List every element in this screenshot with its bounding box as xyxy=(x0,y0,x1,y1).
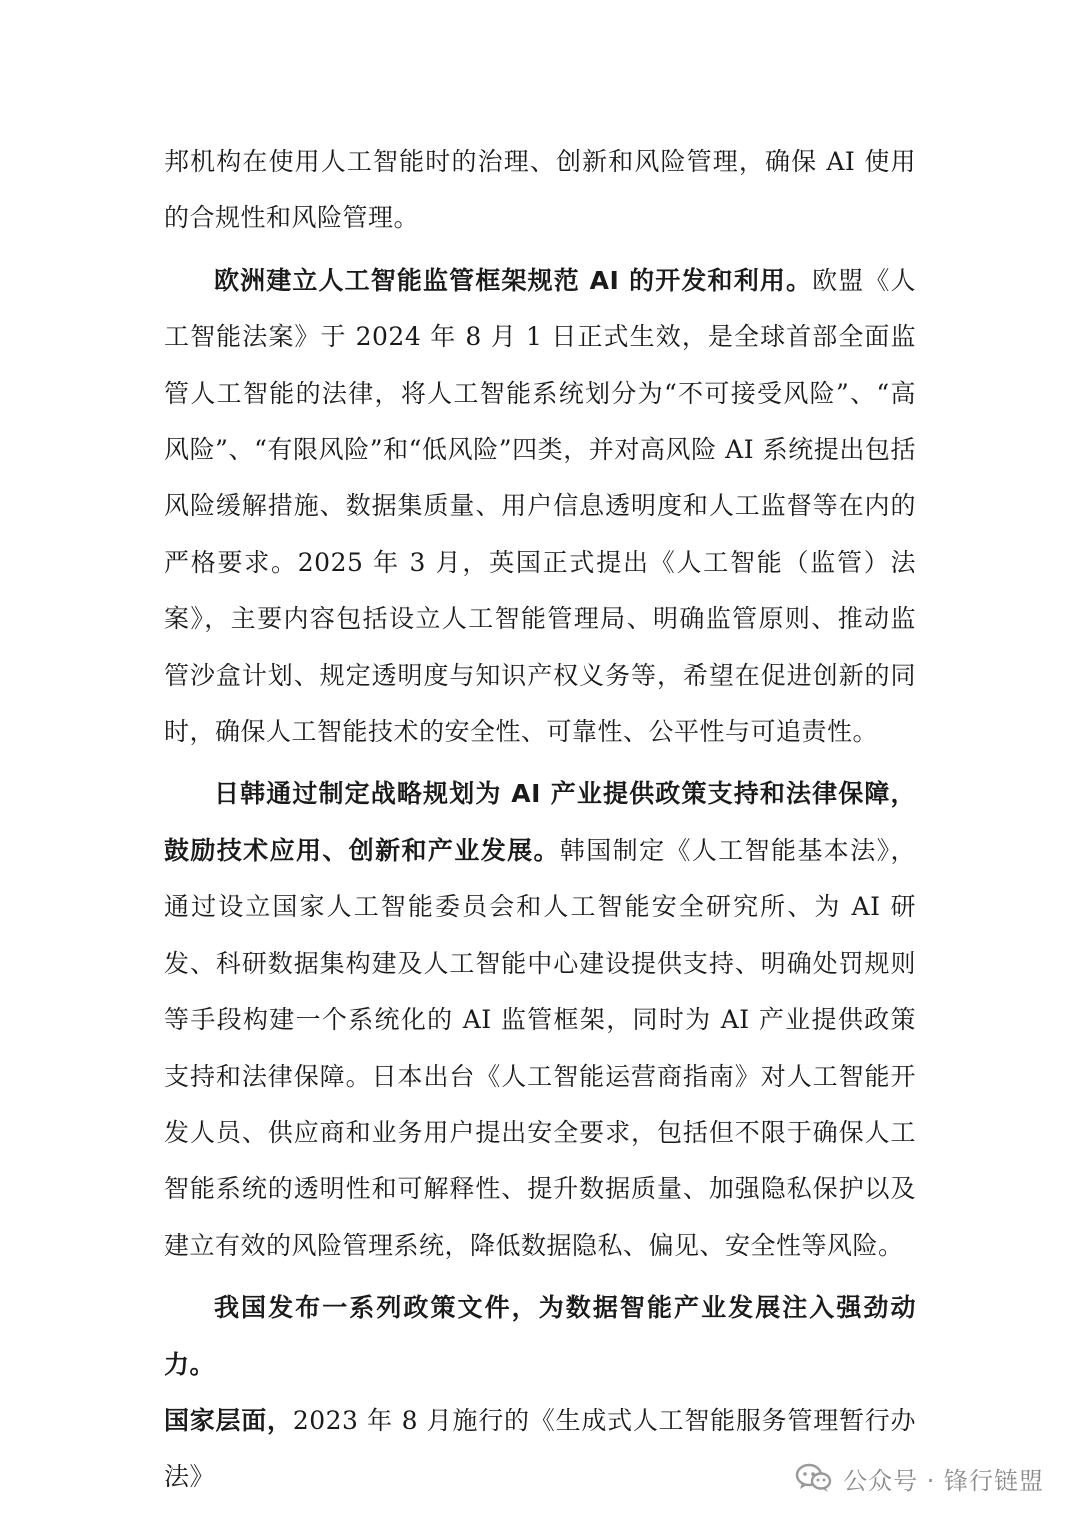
paragraph-text: 欧盟《人工智能法案》于 2024 年 8 月 1 日正式生效，是全球首部全面监管人工智能的法律，将人工智能系统划分为“不可接受风险”、“高风险”、“有限风险”和“低风险”四类，并对高风险 AI 系统提出包括风险缓解措施、数据集质量、用户信息透明度和人工监督等在内的严格要求。2025 年 3 月，英国正式提出《人工智能（监管）法案》，主要内容包括设立人工智能管理局、明确监管原则、推动监管沙盒计划、规定透明度与知识产权义务等，希望在促进创新的同时，确保人工智能技术的安全性、可靠性、公平性与可追责性。 xyxy=(164,265,916,747)
wechat-official-account-icon xyxy=(795,1462,833,1494)
paragraph-lead: 国家层面， xyxy=(164,1405,293,1435)
watermark xyxy=(795,1458,1044,1498)
paragraph-lead: 我国发布一系列政策文件，为数据智能产业发展注入强劲动力。 xyxy=(164,1293,916,1379)
paragraph-lead: 日韩通过制定战略规划为 AI 产业提供政策支持和法律保障，鼓励技术应用、创新和产业发展。 xyxy=(164,779,916,865)
paragraph-text: 邦机构在使用人工智能时的治理、创新和风险管理，确保 AI 使用的合规性和风险管理。 xyxy=(164,147,916,233)
paragraph-lead: 欧洲建立人工智能监管框架规范 AI 的开发和利用。 xyxy=(214,265,813,295)
paragraph-text: 韩国制定《人工智能基本法》，通过设立国家人工智能委员会和人工智能安全研究所、为 AI 研发、科研数据集构建及人工智能中心建设提供支持、明确处罚规则等手段构建一个系统化的 AI 监管框架，同时为 AI 产业提供政策支持和法律保障。日本出台《人工智能运营商指南》对人工智能开发人员、供应商和业务用户提出安全要求，包括但不限于确保人工智能系统的透明性和可解释性、提升数据质量、加强隐私保护以及建立有效的风险管理系统，降低数据隐私、偏见、安全性等风险。 xyxy=(164,835,916,1260)
paragraph-text: 2023 年 8 月施行的《生成式人工智能服务管理暂行办法》 xyxy=(164,1405,916,1492)
paragraph-europe xyxy=(164,253,916,761)
paragraph-continued xyxy=(164,134,916,247)
watermark-label: 公众号 · 锋行链盟 xyxy=(843,1466,1044,1495)
document-body xyxy=(164,134,916,1512)
paragraph-japan-korea xyxy=(164,766,916,1274)
